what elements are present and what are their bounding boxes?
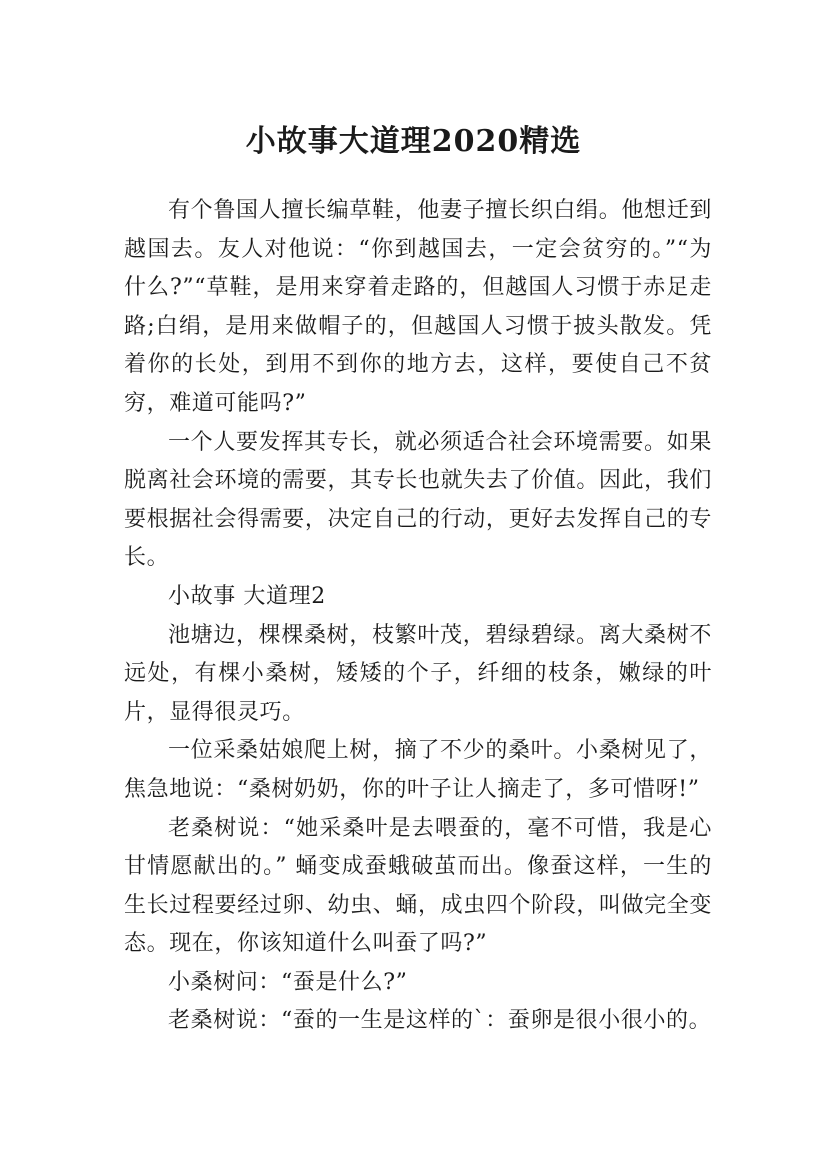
document-body: [124, 192, 712, 1041]
paragraph: 一个人要发挥其专长，就必须适合社会环境需要。如果脱离社会环境的需要，其专长也就失去了价值。因此，我们要根据社会得需要，决定自己的行动，更好去发挥自己的专长。: [124, 429, 712, 571]
paragraph: 池塘边，棵棵桑树，枝繁叶茂，碧绿碧绿。离大桑树不远处，有棵小桑树，矮矮的个子，纤细的枝条，嫩绿的叶片，显得很灵巧。: [124, 622, 712, 725]
document-title: 小故事大道理2020精选: [245, 124, 582, 160]
paragraph: 有个鲁国人擅长编草鞋，他妻子擅长织白绢。他想迁到越国去。友人对他说：“你到越国去，一定会贫穷的。”“为什么?”“草鞋，是用来穿着走路的，但越国人习惯于赤足走路;白绢，是用来做帽子的，但越国人习惯于披头散发。凭着你的长处，到用不到你的地方去，这样，要使自己不贫穷，难道可能吗?”: [124, 198, 712, 416]
paragraph: 老桑树说：“她采桑叶是去喂蚕的，毫不可惜，我是心甘情愿献出的。” 蛹变成蚕蛾破茧而出。像蚕这样，一生的生长过程要经过卵、幼虫、蛹，成虫四个阶段，叫做完全变态。现在，你该知道什么叫蚕了吗?”: [124, 815, 712, 957]
paragraph: 一位采桑姑娘爬上树，摘了不少的桑叶。小桑树见了，焦急地说：“桑树奶奶，你的叶子让人摘走了，多可惜呀!”: [124, 738, 712, 802]
section-heading: 小故事 大道理2: [168, 583, 326, 609]
paragraph: 小桑树问：“蚕是什么?”: [168, 969, 408, 995]
paragraph: 老桑树说：“蚕的一生是这样的`：蚕卵是很小很小的。: [168, 1008, 712, 1034]
